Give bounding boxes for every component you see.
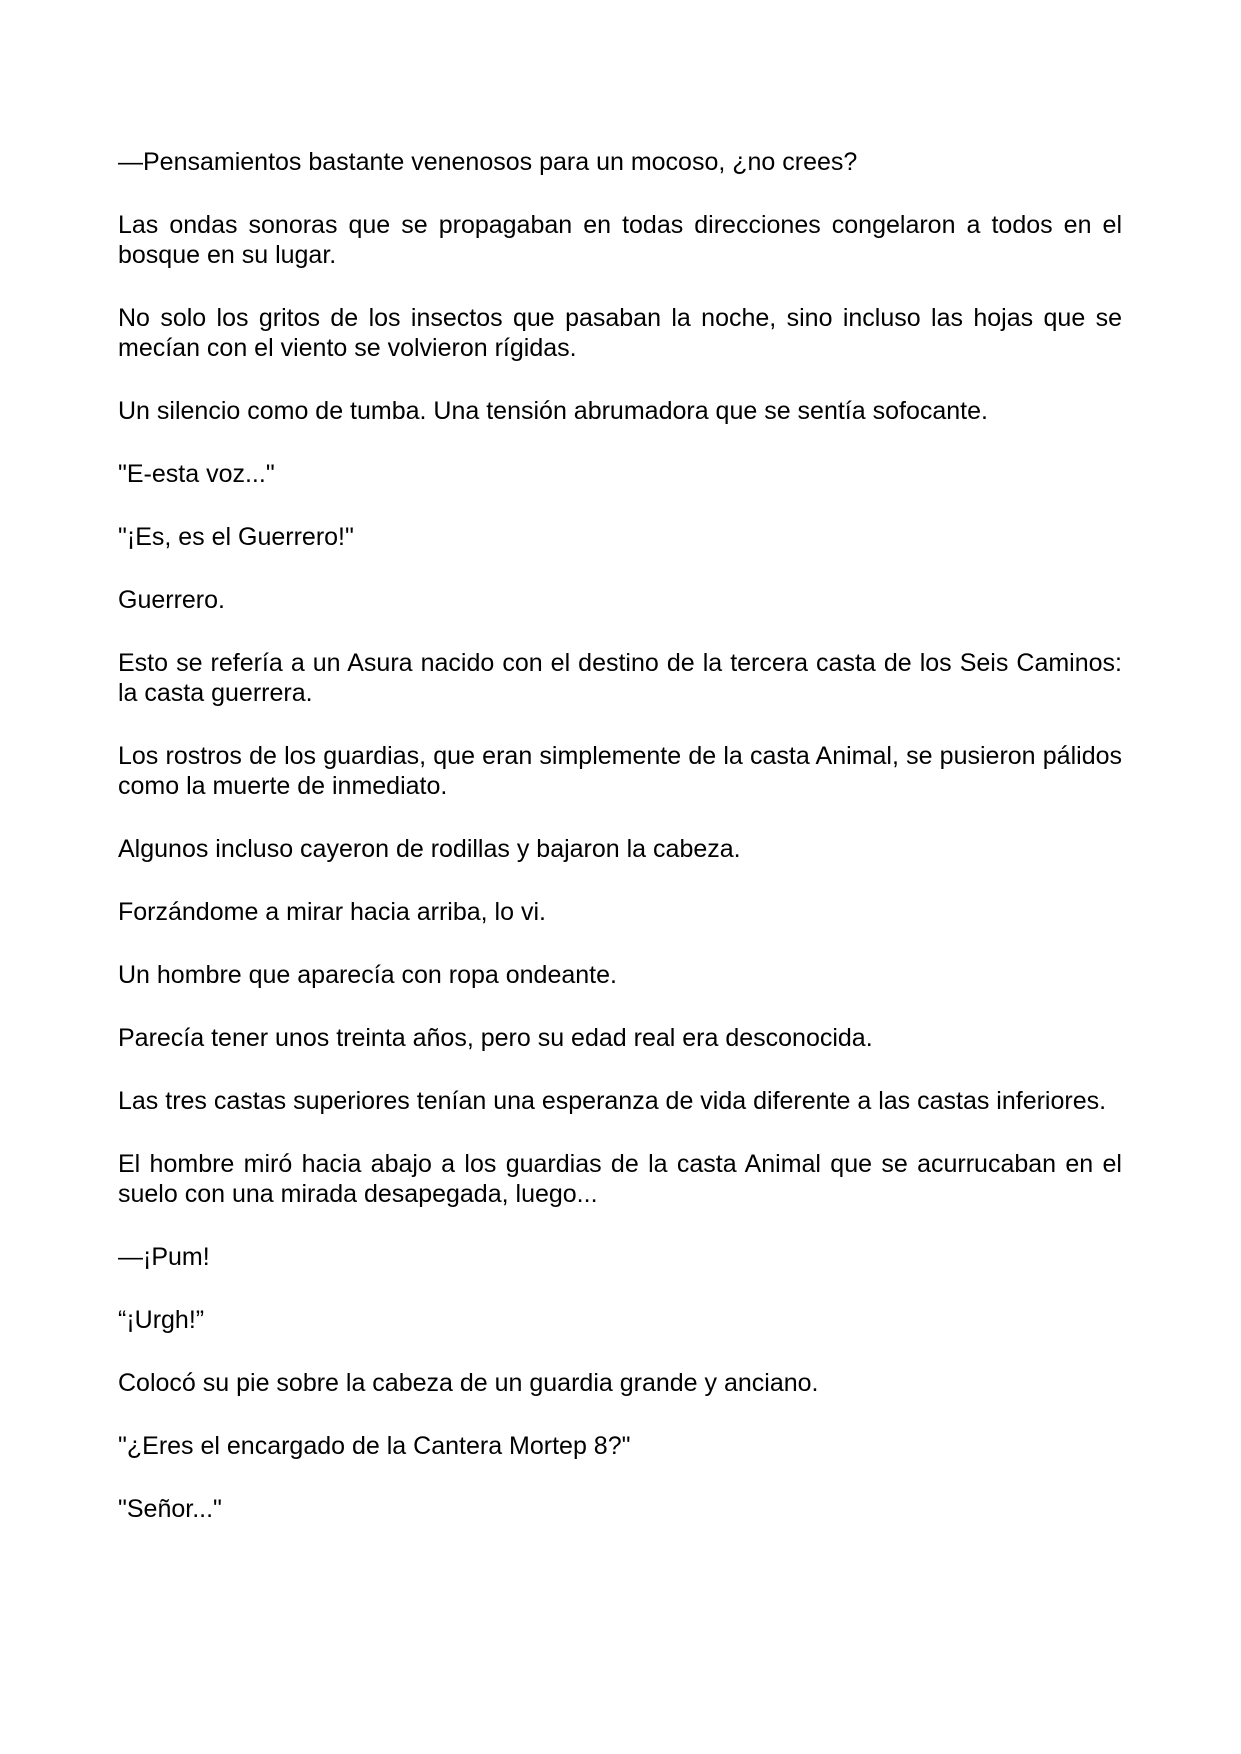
paragraph: "¿Eres el encargado de la Cantera Mortep 8?": [118, 1432, 631, 1460]
paragraph: Colocó su pie sobre la cabeza de un guardia grande y anciano.: [118, 1369, 819, 1397]
paragraph: El hombre miró hacia abajo a los guardias de la casta Animal que se acurrucaban en el suelo con una mirada desapegada, luego...: [118, 1150, 1122, 1208]
paragraph: Algunos incluso cayeron de rodillas y bajaron la cabeza.: [118, 835, 741, 863]
paragraph: —Pensamientos bastante venenosos para un mocoso, ¿no crees?: [118, 148, 858, 176]
paragraph: —¡Pum!: [118, 1243, 210, 1271]
paragraph: Los rostros de los guardias, que eran simplemente de la casta Animal, se pusieron pálidos como la muerte de inmediato.: [118, 742, 1122, 800]
paragraph: Esto se refería a un Asura nacido con el destino de la tercera casta de los Seis Caminos: la casta guerrera.: [118, 649, 1122, 707]
paragraph: “¡Urgh!”: [118, 1306, 205, 1334]
paragraph: Guerrero.: [118, 586, 225, 614]
paragraph: Parecía tener unos treinta años, pero su edad real era desconocida.: [118, 1024, 873, 1052]
paragraph: "Señor...": [118, 1495, 222, 1523]
paragraph: Las ondas sonoras que se propagaban en todas direcciones congelaron a todos en el bosque en su lugar.: [118, 211, 1122, 269]
paragraph: Forzándome a mirar hacia arriba, lo vi.: [118, 898, 546, 926]
paragraph: Las tres castas superiores tenían una esperanza de vida diferente a las castas inferiores.: [118, 1087, 1107, 1115]
paragraph: Un silencio como de tumba. Una tensión abrumadora que se sentía sofocante.: [118, 397, 988, 425]
paragraph: No solo los gritos de los insectos que pasaban la noche, sino incluso las hojas que se mecían con el viento se volvieron rígidas.: [118, 304, 1122, 362]
paragraph: "¡Es, es el Guerrero!": [118, 523, 354, 551]
document-body: [118, 147, 1122, 1557]
paragraph: "E-esta voz...": [118, 460, 275, 488]
paragraph: Un hombre que aparecía con ropa ondeante.: [118, 961, 617, 989]
